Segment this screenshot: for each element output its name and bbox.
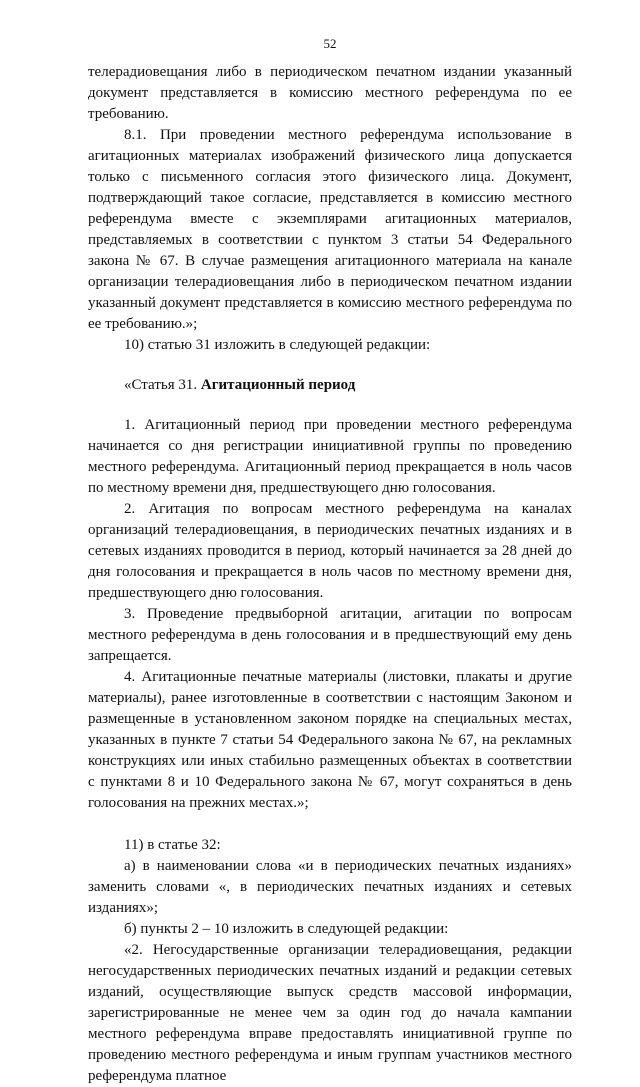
paragraph-item-11: 11) в статье 32: — [124, 837, 221, 853]
paragraph-item-11-a: а) в наименовании слова «и в периодических печатных изданиях» заменить словами «, в периодических печатных изданиях и сетевых изданиях»; — [88, 858, 572, 916]
paragraph-31-3: 3. Проведение предвыборной агитации, агитации по вопросам местного референдума в день голосования и в предшествующий ему день запрещается. — [88, 606, 572, 664]
article-heading-prefix: «Статья 31. — [124, 377, 201, 393]
paragraph-31-4: 4. Агитационные печатные материалы (листовки, плакаты и другие материалы), ранее изготовленные в соответствии с настоящим Законом и размещенные в установленном законом порядке на специальных местах, указанных в пункте 7 статьи 54 Федерального закона № 67, на рекламных конструкциях или иных стабильно размещенных объектах в соответствии с пунктами 8 и 10 Федерального закона № 67, могут сохраняться в день голосования на прежних местах.»; — [88, 669, 572, 811]
paragraph-8-1: 8.1. При проведении местного референдума использование в агитационных материалах изображений физического лица допускается только с письменного согласия этого физического лица. Документ, подтверждающий такое согласие, представляется в комиссию местного референдума вместе с экземплярами агитационных материалов, представляемых в соответствии с пунктом 3 статьи 54 Федерального закона № 67. В случае размещения агитационного материала на канале организации телерадиовещания либо в периодическом печатном издании указанный документ представляется в комиссию местного референдума по ее требованию.»; — [88, 127, 572, 332]
paragraph-31-1: 1. Агитационный период при проведении местного референдума начинается со дня регистрации инициативной группы по проведению местного референдума. Агитационный период прекращается в ноль часов по местному времени дня, предшествующего дню голосования. — [88, 417, 572, 496]
paragraph-continuation: телерадиовещания либо в периодическом печатном издании указанный документ представляется в комиссию местного референдума по ее требованию. — [88, 64, 572, 122]
article-heading-title: Агитационный период — [200, 377, 356, 393]
document-body — [88, 62, 572, 1087]
paragraph-32-2: «2. Негосударственные организации телерадиовещания, редакции негосударственных периодических печатных изданий и редакции сетевых изданий, осуществляющие выпуск средств массовой информации, зарегистрированные не менее чем за один год до начала кампании местного референдума вправе предоставлять инициативной группе по проведению местного референдума и иным группам участников местного референдума платное — [88, 942, 572, 1084]
paragraph-item-11-b: б) пункты 2 – 10 изложить в следующей редакции: — [124, 921, 449, 937]
page-number: 52 — [323, 36, 337, 51]
paragraph-31-2: 2. Агитация по вопросам местного референдума на каналах организаций телерадиовещания, в периодических печатных изданиях и в сетевых изданиях проводится в период, который начинается за 28 дней до дня голосования и прекращается в ноль часов по местному времени дня, предшествующего дню голосования. — [88, 501, 572, 601]
article-heading — [88, 375, 572, 396]
paragraph-item-10: 10) статью 31 изложить в следующей редакции: — [124, 337, 431, 353]
